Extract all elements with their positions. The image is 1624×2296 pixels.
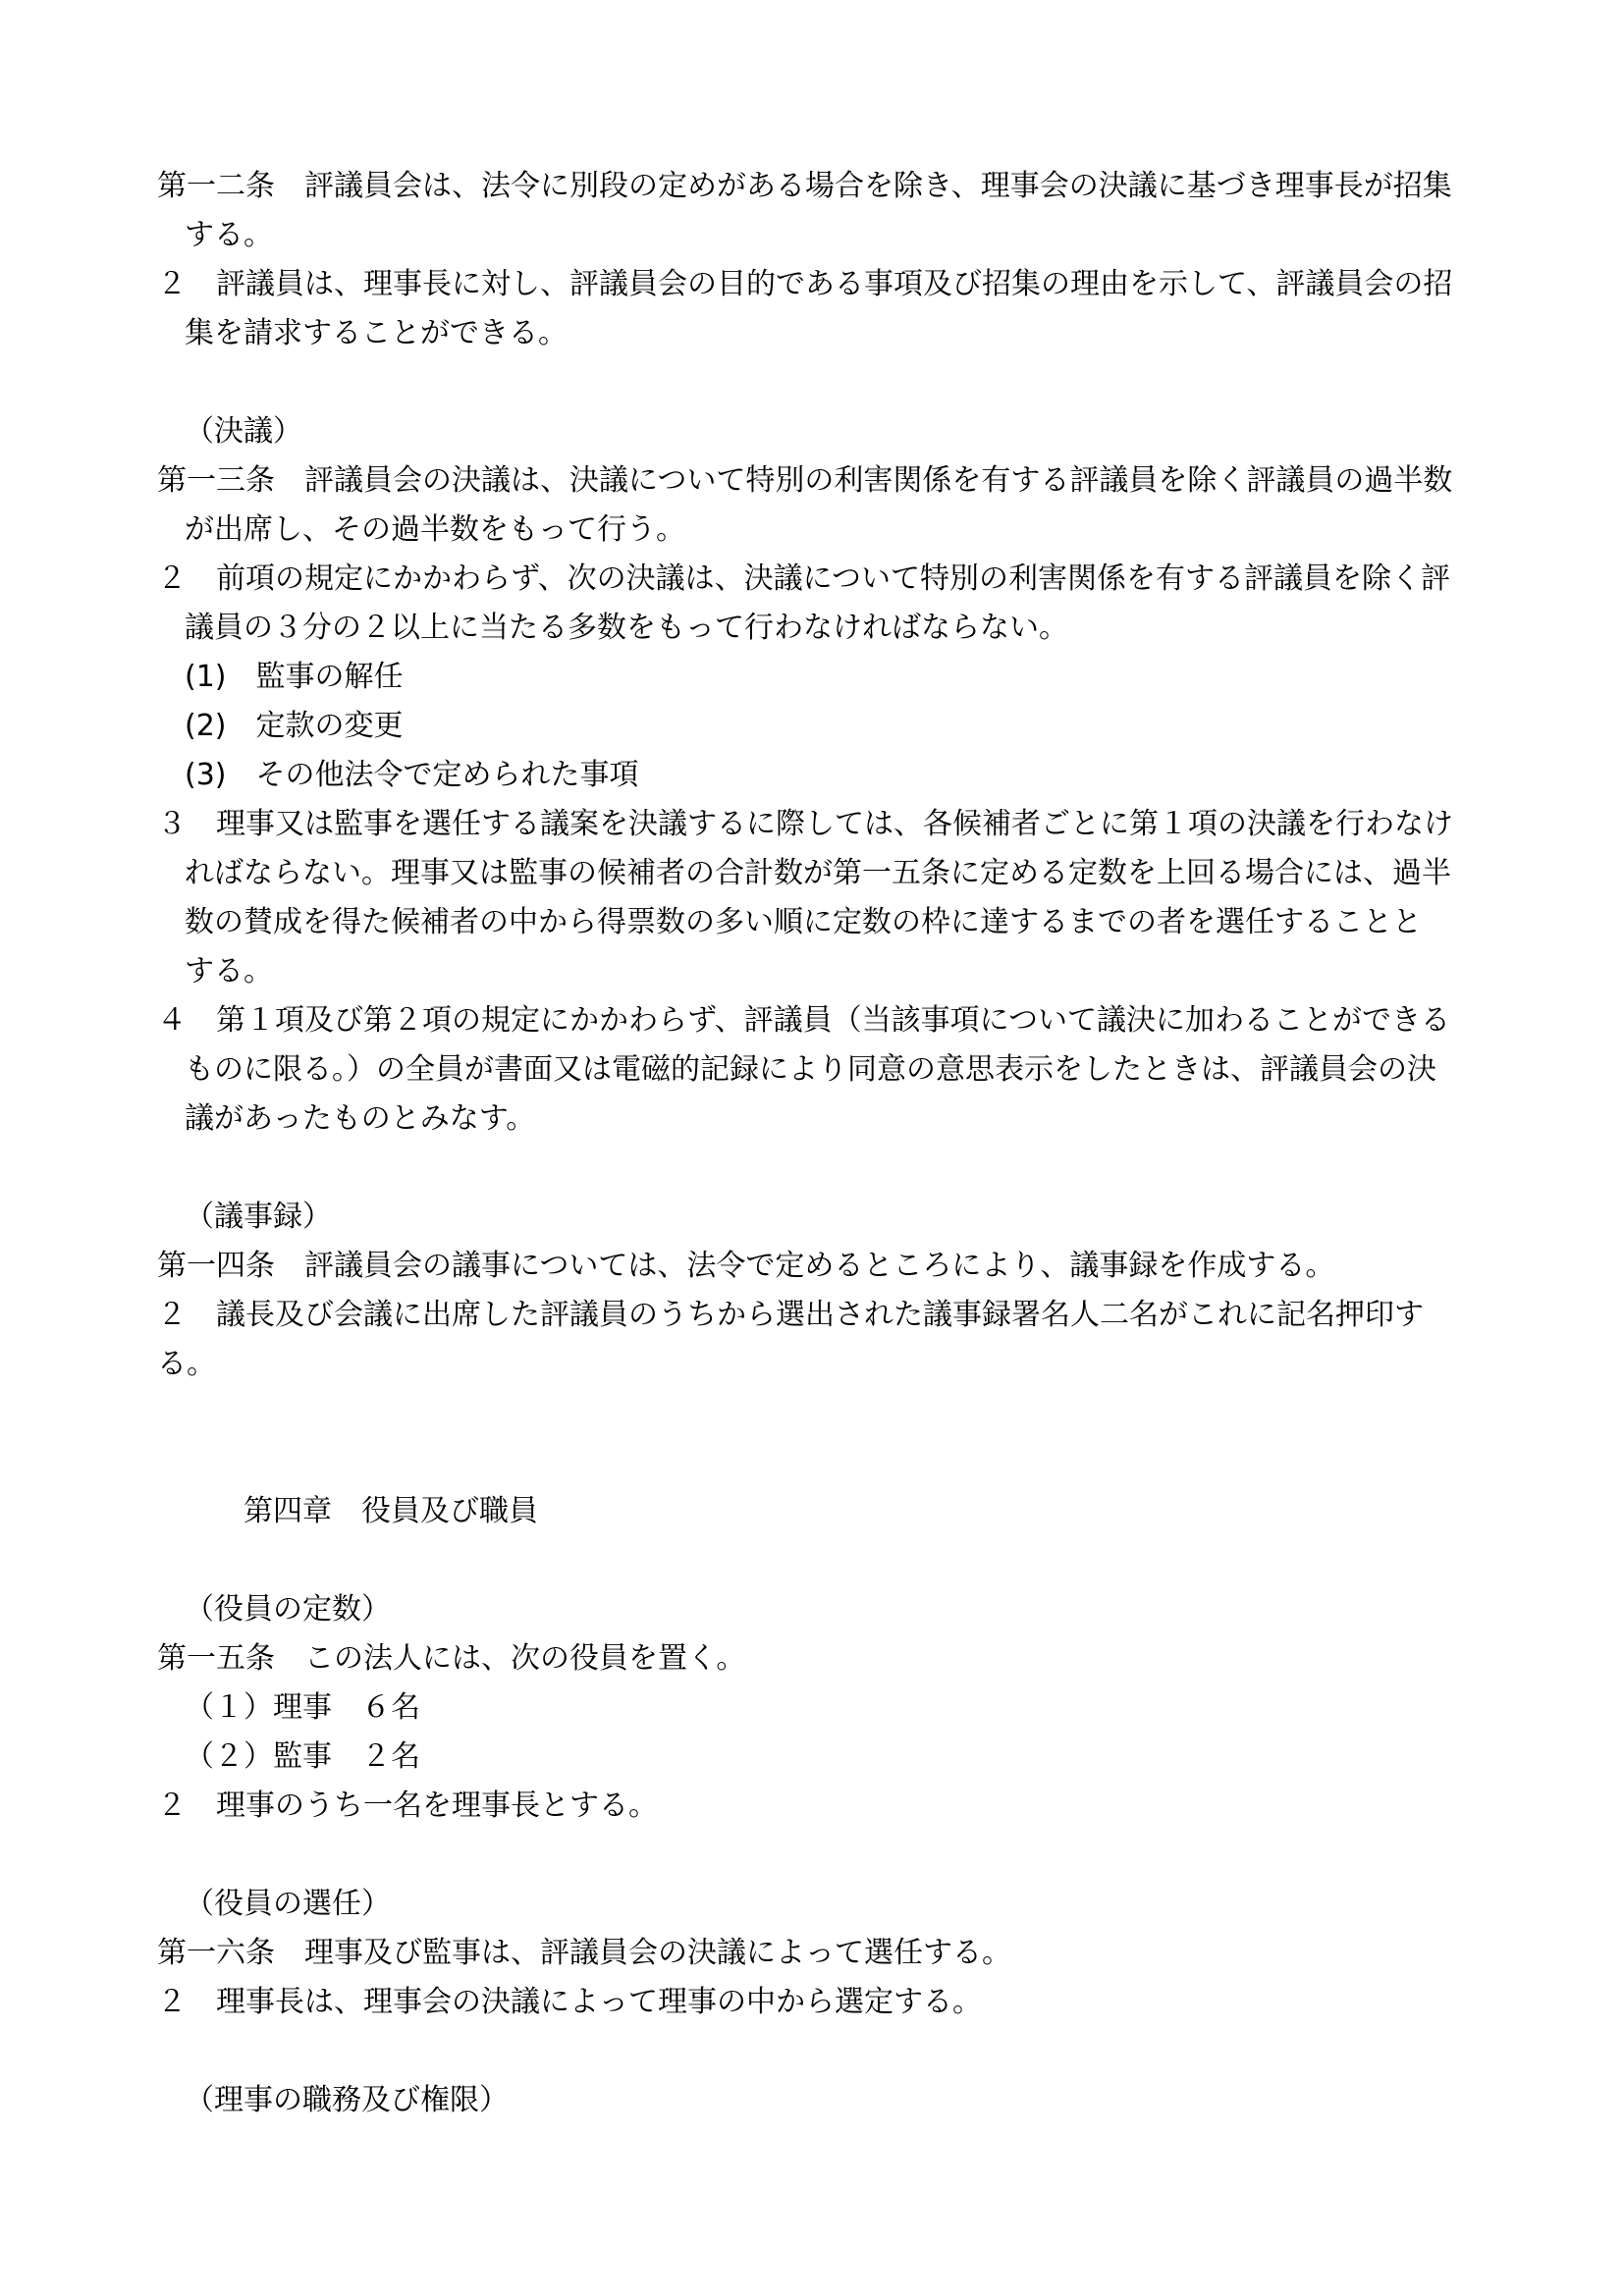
article-12-para-2-line-2: 集を請求することができる。 <box>185 316 568 350</box>
article-16-para-2: ２ 理事長は、理事会の決議によって理事の中から選定する。 <box>157 1985 982 2019</box>
article-12-para-2-line-1: ２ 評議員は、理事長に対し、評議員会の目的である事項及び招集の理由を示して、評議員会の招 <box>157 267 1453 301</box>
article-16-line-1: 第一六条 理事及び監事は、評議員会の決議によって選任する。 <box>157 1936 1011 1970</box>
article-13-line-1: 第一三条 評議員会の決議は、決議について特別の利害関係を有する評議員を除く評議員の過半数 <box>157 463 1453 498</box>
article-13-para-3-line-3: 数の賛成を得た候補者の中から得票数の多い順に定数の枠に達するまでの者を選任することと <box>185 905 1422 939</box>
article-13-para-4-line-2: ものに限る。）の全員が書面又は電磁的記録により同意の意思表示をしたときは、評議員会の決 <box>185 1052 1436 1087</box>
officer-item-1: （１）理事 ６名 <box>185 1690 420 1725</box>
list-item-3: (3) その他法令で定められた事項 <box>185 758 639 792</box>
article-13-para-2-line-1: ２ 前項の規定にかかわらず、次の決議は、決議について特別の利害関係を有する評議員を除く評 <box>157 561 1450 596</box>
officer-item-2: （２）監事 ２名 <box>185 1739 420 1774</box>
heading-officer-count: （役員の定数） <box>185 1592 391 1627</box>
article-14-line-1: 第一四条 評議員会の議事については、法令で定めるところにより、議事録を作成する。 <box>157 1249 1335 1283</box>
chapter-4-title: 第四章 役員及び職員 <box>244 1494 538 1528</box>
article-12-line-2: する。 <box>185 218 273 252</box>
article-13-para-4-line-1: ４ 第１項及び第２項の規定にかかわらず、評議員（当該事項について議決に加わることができる <box>157 1003 1450 1038</box>
article-13-para-3-line-1: ３ 理事又は監事を選任する議案を決議するに際しては、各候補者ごとに第１項の決議を行わなけ <box>157 807 1453 841</box>
article-14-para-2-line-2: る。 <box>157 1347 216 1381</box>
article-13-para-3-line-2: ればならない。理事又は監事の候補者の合計数が第一五条に定める定数を上回る場合には、過半 <box>185 856 1451 890</box>
article-13-para-4-line-3: 議があったものとみなす。 <box>185 1101 536 1136</box>
article-13-line-2: が出席し、その過半数をもって行う。 <box>185 512 685 547</box>
list-item-1: (1) 監事の解任 <box>185 660 404 694</box>
article-15-para-2: ２ 理事のうち一名を理事長とする。 <box>157 1789 658 1823</box>
article-12-line-1: 第一二条 評議員会は、法令に別段の定めがある場合を除き、理事会の決議に基づき理事長が招集 <box>157 169 1452 203</box>
heading-officer-election: （役員の選任） <box>185 1887 391 1921</box>
heading-director-duties: （理事の職務及び権限） <box>185 2083 509 2117</box>
article-13-para-2-line-2: 議員の３分の２以上に当たる多数をもって行わなければならない。 <box>185 611 1068 645</box>
list-item-2: (2) 定款の変更 <box>185 709 404 743</box>
article-15-line-1: 第一五条 この法人には、次の役員を置く。 <box>157 1641 746 1676</box>
article-14-para-2-line-1: ２ 議長及び会議に出席した評議員のうちから選出された議事録署名人二名がこれに記名押印す <box>157 1298 1424 1332</box>
heading-minutes: （議事録） <box>185 1200 332 1234</box>
article-13-para-3-line-4: する。 <box>185 954 273 988</box>
heading-resolution: （決議） <box>185 414 302 449</box>
